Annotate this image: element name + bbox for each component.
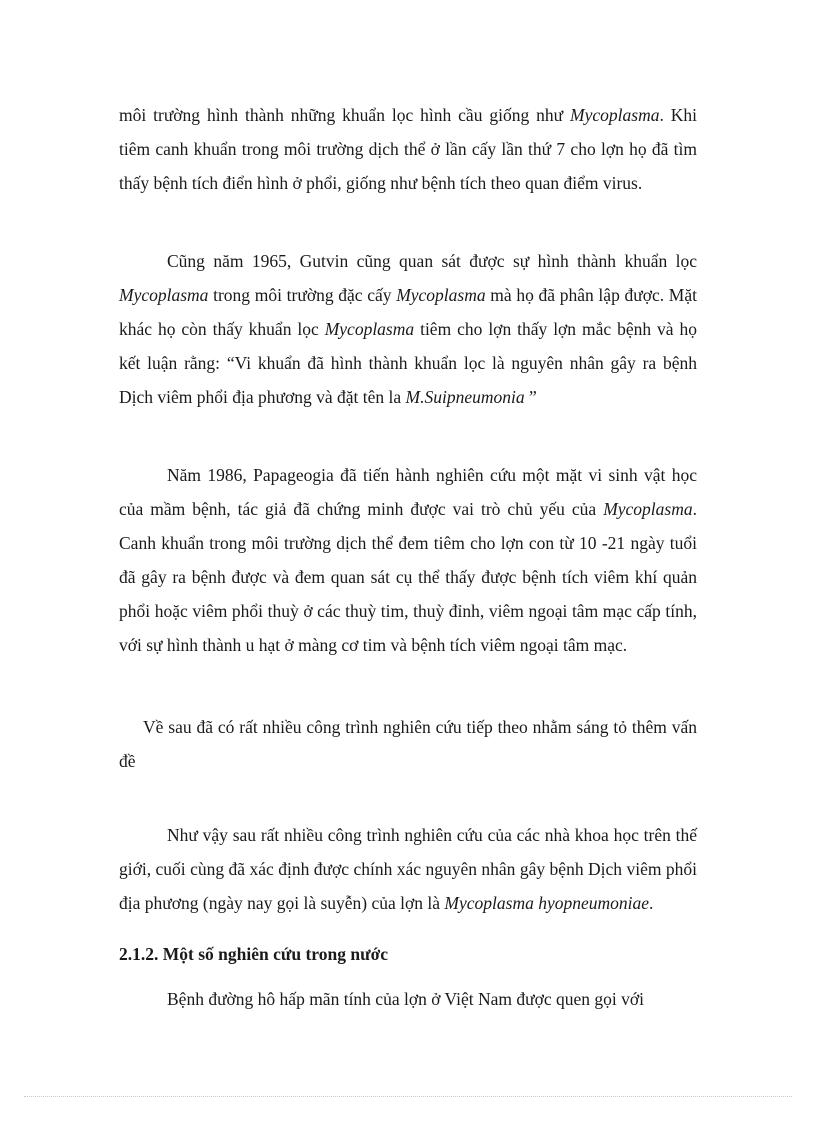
paragraph-1 — [119, 98, 697, 200]
paragraph-4 — [119, 710, 697, 778]
text-run: mà họ đã phân lập được. Mặt khác họ còn thấy khuẩn lọc — [119, 285, 697, 339]
italic-text-run: Mycoplasma — [570, 105, 660, 125]
text-run: Về sau đã có rất nhiều công trình nghiên cứu tiếp theo nhằm sáng tỏ thêm vấn đề — [119, 717, 697, 771]
italic-text-run: M.Suipneumonia — [405, 387, 525, 407]
italic-text-run: Mycoplasma hyopneumoniae — [444, 893, 650, 913]
paragraph-6 — [119, 982, 697, 1016]
text-run: Như vậy sau rất nhiều công trình nghiên cứu của các nhà khoa học trên thế giới, cuối cùng đã xác định được chính xác nguyên nhân gây bệnh Dịch viêm phổi địa phương (ngày nay gọi là suyễn) của lợn là — [119, 825, 697, 913]
italic-text-run: Mycoplasma — [119, 285, 209, 305]
text-run: ” — [524, 387, 537, 407]
italic-text-run: Mycoplasma — [603, 499, 693, 519]
text-run: . — [649, 893, 654, 913]
text-run: Năm 1986, Papageogia đã tiến hành nghiên cứu một mặt vi sinh vật học của mầm bệnh, tác giả đã chứng minh được vai trò chủ yếu của — [119, 465, 697, 519]
footer-rule — [24, 1096, 792, 1097]
text-run: . Khi tiêm canh khuẩn trong môi trường dịch thể ở lần cấy lần thứ 7 cho lợn họ đã tìm thấy bệnh tích điển hình ở phổi, giống như bệnh tích theo quan điểm virus. — [119, 105, 698, 193]
text-run: . Canh khuẩn trong môi trường dịch thể đem tiêm cho lợn con từ 10 -21 ngày tuổi đã gây ra bệnh được và đem quan sát cụ thể thấy được bệnh tích viêm khí quản phổi hoặc viêm phổi thuỳ ở các thuỳ tim, thuỳ đỉnh, viêm ngoại tâm mạc cấp tính, với sự hình thành u hạt ở màng cơ tim và bệnh tích viêm ngoại tâm mạc. — [119, 499, 697, 655]
italic-text-run: Mycoplasma — [324, 319, 415, 339]
paragraph-5 — [119, 818, 697, 920]
italic-text-run: Mycoplasma — [396, 285, 486, 305]
text-run: môi trường hình thành những khuẩn lọc hình cầu giống như — [119, 105, 571, 125]
section-heading: 2.1.2. Một số nghiên cứu trong nước — [119, 944, 389, 964]
paragraph-2 — [119, 244, 697, 414]
text-run: tiêm cho lợn thấy lợn mắc bệnh và họ kết luận rằng: “Vi khuẩn đã hình thành khuẩn lọc là nguyên nhân gây ra bệnh Dịch viêm phổi địa phương và đặt tên la — [119, 319, 697, 407]
text-run: trong môi trường đặc cấy — [208, 285, 397, 305]
text-run: Cũng năm 1965, Gutvin cũng quan sát được sự hình thành khuẩn lọc — [167, 251, 697, 271]
text-run: Bệnh đường hô hấp mãn tính của lợn ở Việt Nam được quen gọi với — [167, 989, 644, 1009]
paragraph-3 — [119, 458, 697, 662]
